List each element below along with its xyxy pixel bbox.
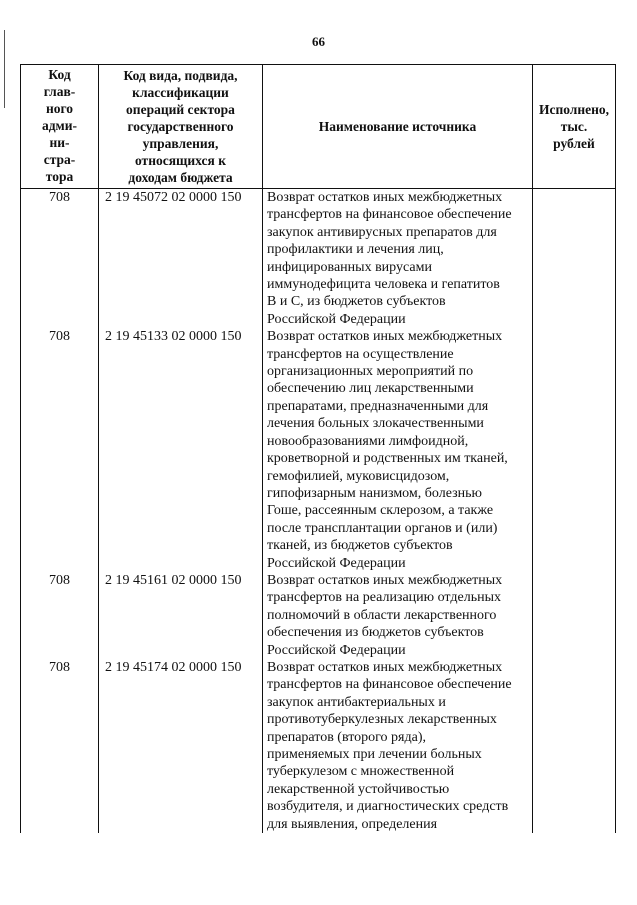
source-name-line: новообразованиями лимфоидной, xyxy=(267,433,469,449)
header-executed-line: тыс. xyxy=(560,119,588,134)
table-header xyxy=(21,65,616,189)
header-source-name xyxy=(263,65,533,189)
source-name-line: обеспечению лиц лекарственными xyxy=(267,381,474,397)
header-row xyxy=(21,65,616,189)
source-name-line: профилактики и лечения лиц, xyxy=(267,242,444,258)
source-name-line: гемофилией, муковисцидозом, xyxy=(267,468,450,484)
table-row xyxy=(21,659,616,833)
source-name-line: закупок антибактериальных и xyxy=(267,694,446,710)
header-source-name-line: Наименование источника xyxy=(318,119,477,134)
source-name-line: полномочий в области лекарственного xyxy=(267,607,497,623)
classification-code-cell: 2 19 45072 02 0000 150 xyxy=(99,189,263,329)
executed-cell xyxy=(533,572,616,659)
header-classification-line: Код вида, подвида, xyxy=(123,68,238,83)
source-name-line: Российской Федерации xyxy=(267,555,406,571)
source-name-line: обеспечения из бюджетов субъектов xyxy=(267,625,484,641)
header-classification-code xyxy=(99,65,263,189)
source-name-line: Возврат остатков иных межбюджетных xyxy=(267,329,503,345)
header-classification-line: доходам бюджета xyxy=(128,170,233,185)
source-name-line: трансфертов на реализацию отдельных xyxy=(267,590,501,606)
admin-code-cell: 708 xyxy=(21,328,99,572)
admin-code-cell: 708 xyxy=(21,572,99,659)
source-name-cell xyxy=(263,328,533,572)
source-name-line: для выявления, определения xyxy=(267,816,438,832)
header-executed-line: рублей xyxy=(553,136,595,151)
source-name-line: лекарственной устойчивостью xyxy=(267,781,450,797)
header-executed xyxy=(533,65,616,189)
executed-cell xyxy=(533,659,616,833)
header-executed-line: Исполнено, xyxy=(538,102,610,117)
document-sheet xyxy=(20,64,615,833)
header-admin-code-line: стра- xyxy=(43,152,76,167)
header-admin-code-line: ни- xyxy=(49,135,70,150)
source-name-line: Гоше, рассеянным склерозом, а также xyxy=(267,503,494,519)
source-name-line: трансфертов на финансовое обеспечение xyxy=(267,207,512,223)
source-name-cell xyxy=(263,572,533,659)
classification-code-cell: 2 19 45161 02 0000 150 xyxy=(99,572,263,659)
executed-cell xyxy=(533,328,616,572)
source-name-line: гипофизарным нанизмом, болезнью xyxy=(267,485,482,501)
admin-code-cell: 708 xyxy=(21,659,99,833)
source-name-line: инфицированных вирусами xyxy=(267,259,432,275)
source-name-line: Российской Федерации xyxy=(267,311,406,327)
source-name-line: лечения больных злокачественными xyxy=(267,416,484,432)
source-name-line: Российской Федерации xyxy=(267,642,406,658)
source-name-line: возбудителя, и диагностических средств xyxy=(267,799,509,815)
source-name-line: применяемых при лечении больных xyxy=(267,747,482,762)
source-name-line: закупок антивирусных препаратов для xyxy=(267,224,497,240)
source-name-line: Возврат остатков иных межбюджетных xyxy=(267,659,503,675)
table-row xyxy=(21,328,616,572)
source-name-line: трансфертов на финансовое обеспечение xyxy=(267,677,512,693)
source-name-line: тканей, из бюджетов субъектов xyxy=(267,538,453,554)
source-name-line: противотуберкулезных лекарственных xyxy=(267,712,497,728)
source-name-line: после трансплантации органов и (или) xyxy=(267,520,498,536)
source-name-line: трансфертов на осуществление xyxy=(267,346,454,362)
header-admin-code-line: ного xyxy=(45,101,74,116)
header-admin-code-line: адми- xyxy=(41,118,78,133)
source-name-line: организационных мероприятий по xyxy=(267,364,474,380)
source-name-line: препаратами, предназначенными для xyxy=(267,398,489,414)
source-name-line: иммунодефицита человека и гепатитов xyxy=(267,277,500,293)
table-body xyxy=(21,189,616,834)
source-name-line: Возврат остатков иных межбюджетных xyxy=(267,572,503,588)
header-classification-line: относящихся к xyxy=(134,153,226,168)
source-name-cell xyxy=(263,189,533,329)
table-row xyxy=(21,189,616,329)
source-name-line: В и С, из бюджетов субъектов xyxy=(267,294,446,310)
header-admin-code-line: тора xyxy=(45,169,74,184)
classification-code-cell: 2 19 45133 02 0000 150 xyxy=(99,328,263,572)
source-name-line: туберкулезом с множественной xyxy=(267,764,455,780)
header-classification-line: государственного xyxy=(127,119,234,134)
page-number: 66 xyxy=(312,34,325,49)
source-name-cell xyxy=(263,659,533,833)
header-admin-code xyxy=(21,65,99,189)
header-classification-line: операций сектора xyxy=(126,102,235,117)
source-name-line: кроветворной и родственных им тканей, xyxy=(267,451,508,467)
header-classification-line: классификации xyxy=(132,85,229,100)
header-admin-code-line: Код xyxy=(48,67,71,82)
header-classification-line: управления, xyxy=(142,136,219,151)
budget-sources-table xyxy=(20,64,616,833)
header-admin-code-line: глав- xyxy=(43,84,76,99)
executed-cell xyxy=(533,189,616,329)
classification-code-cell: 2 19 45174 02 0000 150 xyxy=(99,659,263,833)
admin-code-cell: 708 xyxy=(21,189,99,329)
table-row xyxy=(21,572,616,659)
source-name-line: препаратов (второго ряда), xyxy=(267,729,426,745)
source-name-line: Возврат остатков иных межбюджетных xyxy=(267,190,503,205)
